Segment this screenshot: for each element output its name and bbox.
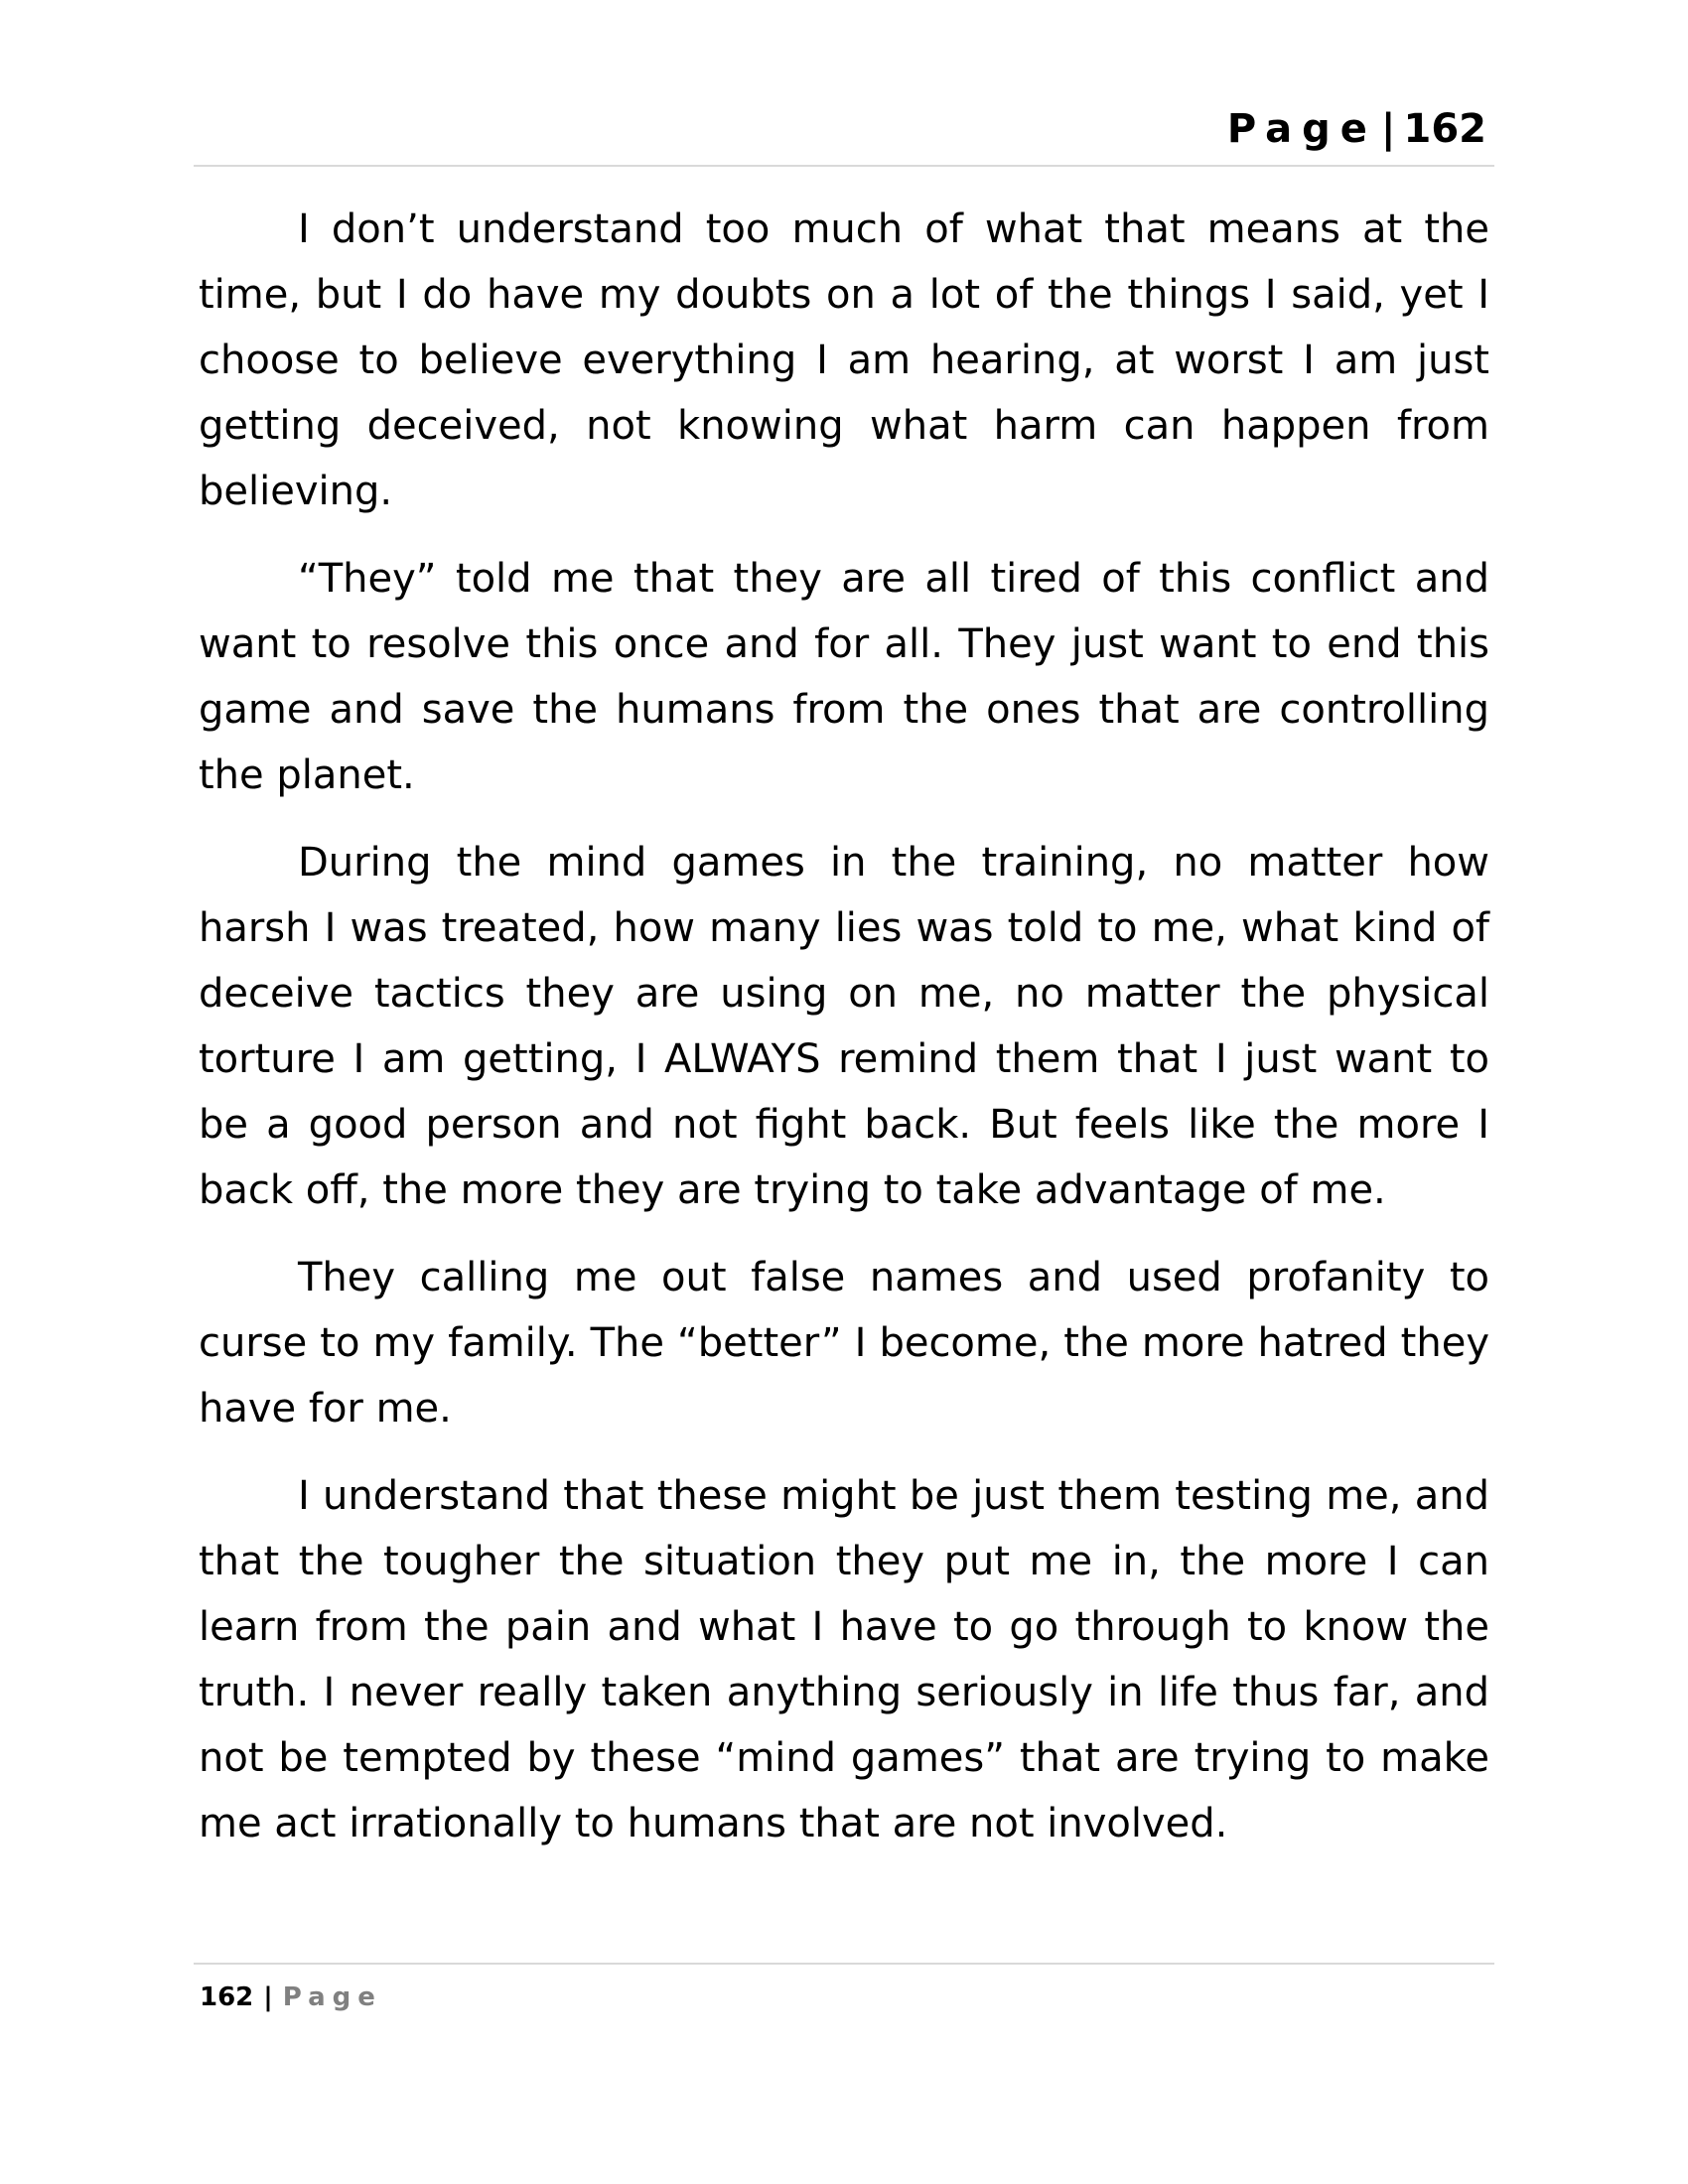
footer-page-label xyxy=(200,1980,382,2014)
paragraph-1: I don’t understand too much of what that means at the time, but I do have my doubts on a lot of the things I said, yet I choose to believe everything I am hearing, at worst I am just getting deceived, not knowing what harm can happen from believing. xyxy=(199,206,1489,514)
paragraph-5: I understand that these might be just them testing me, and that the tougher the situation they put me in, the more I can learn from the pain and what I have to go through to know the truth. I never really taken anything seriously in life thus far, and not be tempted by these “mind games” that are trying to make me act irrationally to humans that are not involved. xyxy=(199,1473,1489,1846)
footer-page-word: Page xyxy=(282,1982,382,2012)
paragraph-2: “They” told me that they are all tired of this conflict and want to resolve this once and for all. They just want to end this game and save the humans from the ones that are controlling the planet. xyxy=(199,556,1489,798)
page-header xyxy=(194,105,1494,167)
footer-separator: | xyxy=(263,1982,273,2012)
page-footer xyxy=(194,1963,1494,2012)
paragraph-4: They calling me out false names and used profanity to curse to my family. The “better” I become, the more hatred they have for me. xyxy=(199,1255,1489,1432)
header-page-label xyxy=(1227,105,1486,153)
paragraph-3: During the mind games in the training, no matter how harsh I was treated, how many lies was told to me, what kind of deceive tactics they are using on me, no matter the physical torture I am getting, I ALWAYS remind them that I just want to be a good person and not fight back. But feels like the more I back off, the more they are trying to take advantage of me. xyxy=(199,840,1489,1213)
page-body xyxy=(199,197,1489,1878)
header-separator: | xyxy=(1380,106,1396,152)
header-page-number: 162 xyxy=(1403,106,1486,152)
header-page-word: Page xyxy=(1226,106,1377,152)
footer-page-number: 162 xyxy=(200,1982,254,2012)
